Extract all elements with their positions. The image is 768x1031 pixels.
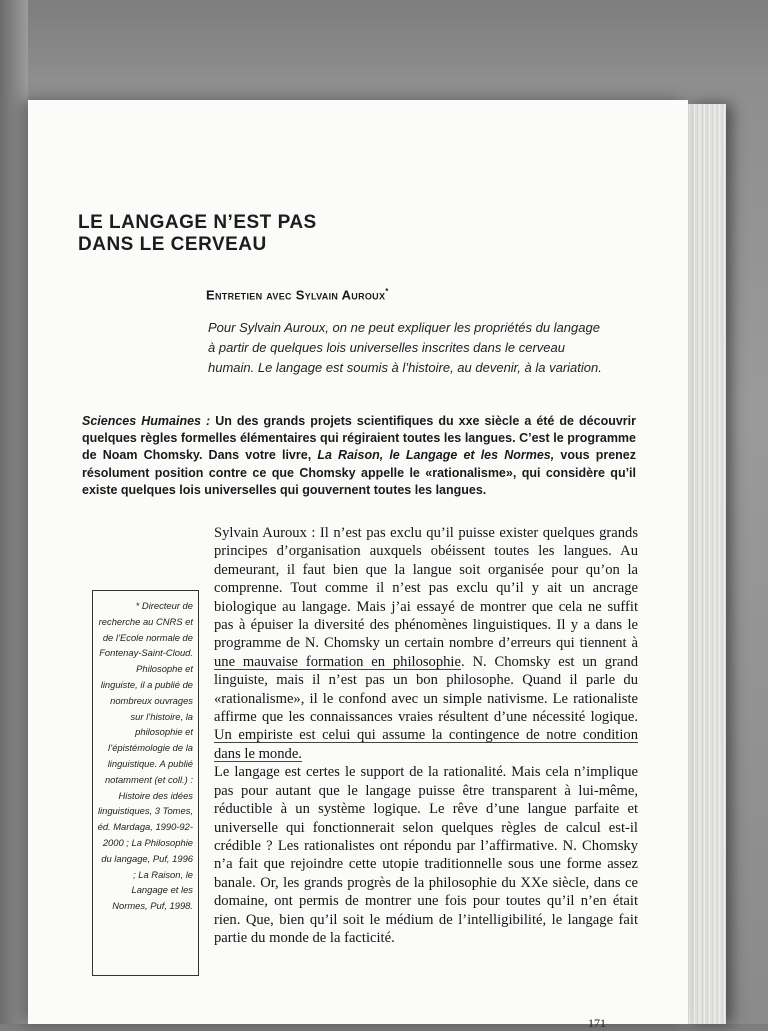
page-stack-edge bbox=[686, 104, 726, 1024]
footnote-marker: * bbox=[385, 287, 389, 296]
answer-text-1: Il n’est pas exclu qu’il puisse exister quelques grands principes d’organisation auxquels obéissent toutes les langues. Au demeurant, il faut bien que la langue soit organisée pour qu’on la comprenne. Tout comme il n’est pas exclu qu’il y ait un ancrage biologique au langage. Mais j’ai essayé de montrer que cela ne suffit pas à épuiser la diversité des phénomènes linguistiques. Il y a dans le programme de N. Chomsky un certain nombre d’erreurs qui tiennent à bbox=[214, 525, 639, 652]
answer-text-2: . N. Chomsky est un grand linguiste, mais il n’est pas un bon philosophe. Quand il parle du «rationalisme», il le confond avec un simple nativisme. Le rationaliste affirme que les connaissances vraies résultent d’une nécessité logique. bbox=[214, 653, 638, 726]
answer-paragraph-1 bbox=[214, 524, 638, 763]
underlined-phrase-1: une mauvaise formation en philosophie bbox=[214, 653, 461, 670]
article-title-line-2: DANS LE CERVEAU bbox=[78, 234, 267, 255]
question-text-2: vous prenez résolument position contre ce que Chomsky appelle le «rationalisme», qui considère qu’il existe quelques lois universelles qui gouvernent toutes les langues. bbox=[82, 448, 636, 497]
author-footnote-text: * Directeur de recherche au CNRS et de l’Ecole normale de Fontenay-Saint-Cloud. Philosophe et linguiste, il a publié de nombreux ouvrages sur l’histoire, la philosophie et l’épistémologie de la linguistique. A publié notamment (et coll.) : Histoire des idées linguistiques, 3 Tomes, éd. Mardaga, 1990-92-2000 ; La Philosophie du langage, Puf, 1996 ; La Raison, le Langage et les Normes, Puf, 1998. bbox=[97, 600, 193, 912]
article-title bbox=[78, 212, 317, 256]
interview-label: Entretien avec Sylvain Auroux bbox=[206, 287, 386, 303]
interviewee-answer bbox=[214, 524, 638, 947]
underlined-phrase-2: Un empiriste est celui qui assume la contingence de notre condition dans le monde. bbox=[214, 727, 638, 762]
interview-heading bbox=[206, 287, 389, 302]
book-title: La Raison, le Langage et les Normes, bbox=[317, 448, 555, 463]
page-number: 171 bbox=[588, 1016, 606, 1030]
question-speaker: Sciences Humaines : bbox=[82, 414, 211, 428]
book-page bbox=[28, 100, 688, 1030]
interviewer-question bbox=[82, 413, 636, 499]
article-title-line-1: LE LANGAGE N’EST PAS bbox=[78, 212, 317, 233]
author-footnote-box bbox=[92, 590, 199, 976]
question-text-1: Un des grands projets scientifiques du xxe siècle a été de découvrir quelques règles formelles élémentaires qui régiraient toutes les langues. C’est le programme de Noam Chomsky. Dans votre livre, bbox=[82, 414, 636, 463]
article-lead: Pour Sylvain Auroux, on ne peut expliquer les propriétés du langage à partir de quelques lois universelles inscrites dans le cerveau humain. Le langage est soumis à l’histoire, au devenir, à la variation. bbox=[208, 320, 602, 375]
book-gutter-shadow bbox=[0, 0, 28, 1024]
answer-speaker: Sylvain Auroux : bbox=[214, 525, 316, 541]
answer-paragraph-2: Le langage est certes le support de la rationalité. Mais cela n’implique pas pour autant que le langage puisse être transparent à lui-même, réductible à un système logique. Le rêve d’une langue parfaite et universelle qui fonctionnerait selon quelques règles de calcul est-il crédible ? Les rationalistes ont répondu par l’affirmative. N. Chomsky n’a fait que rejoindre cette utopie traditionnelle sous une forme assez banale. Or, les grands progrès de la philosophie du XXe siècle, dans ce domaine, ont permis de montrer une fois pour toutes qu’il n’en était rien. Que, bien qu’il soit le médium de l’intelligibilité, le langage fait partie du monde de la facticité. bbox=[214, 764, 638, 946]
